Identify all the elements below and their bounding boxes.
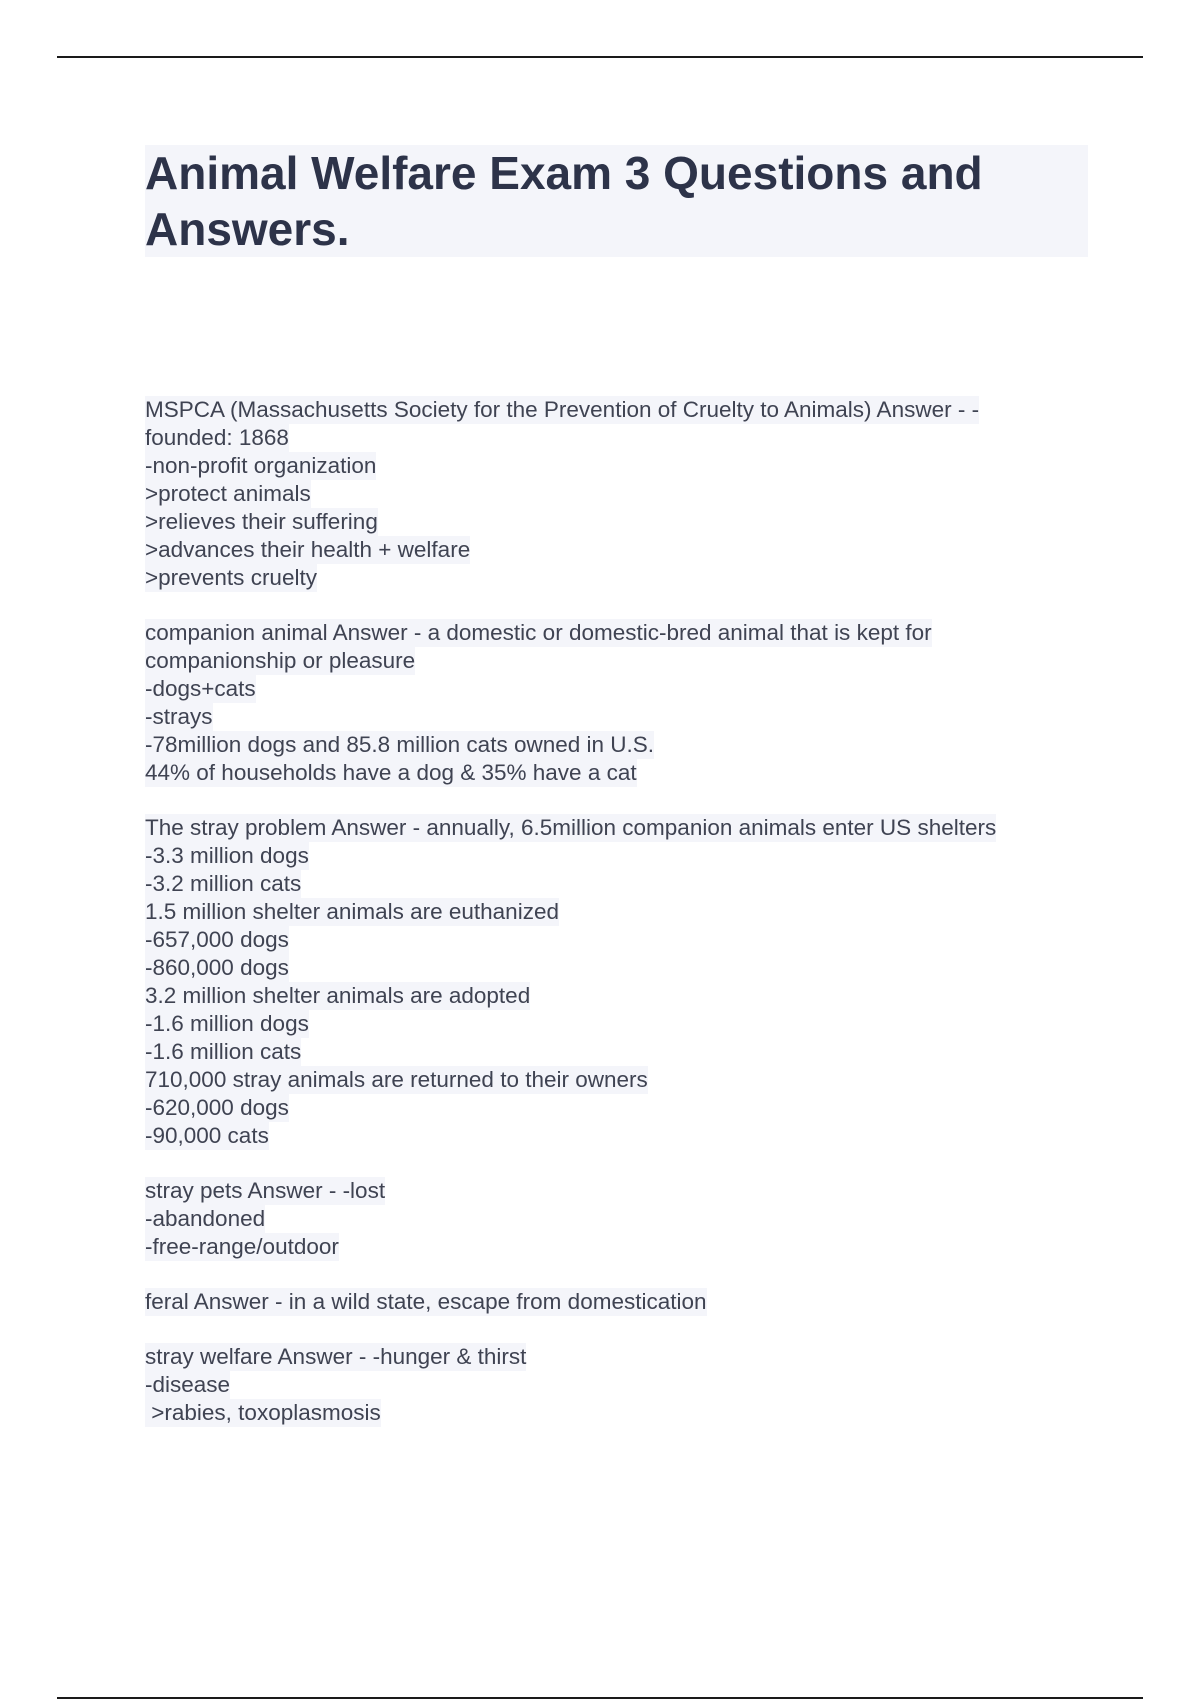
qa-line: stray pets Answer - -lost <box>145 1178 386 1203</box>
qa-line: -657,000 dogs <box>145 927 289 952</box>
qa-line: -3.3 million dogs <box>145 843 309 868</box>
qa-line: 710,000 stray animals are returned to their owners <box>145 1067 648 1092</box>
qa-item-stray-pets <box>145 1177 1095 1261</box>
qa-line: -90,000 cats <box>145 1123 269 1148</box>
qa-line: companion animal Answer - a domestic or domestic-bred animal that is kept for <box>145 620 932 645</box>
qa-line: companionship or pleasure <box>145 648 416 673</box>
qa-item-mspca <box>145 396 1095 592</box>
qa-item-companion-animal <box>145 619 1095 787</box>
qa-line: stray welfare Answer - -hunger & thirst <box>145 1344 527 1369</box>
qa-line: -abandoned <box>145 1206 266 1231</box>
title-block <box>145 145 1088 257</box>
qa-line: -free-range/outdoor <box>145 1234 339 1259</box>
qa-line: -860,000 dogs <box>145 955 289 980</box>
qa-line: -non-profit organization <box>145 453 377 478</box>
qa-line: -1.6 million dogs <box>145 1011 309 1036</box>
qa-line: 1.5 million shelter animals are euthanized <box>145 899 559 924</box>
qa-line: 3.2 million shelter animals are adopted <box>145 983 531 1008</box>
qa-item-stray-welfare <box>145 1343 1095 1427</box>
qa-line: >relieves their suffering <box>145 509 378 534</box>
qa-line: -disease <box>145 1372 231 1397</box>
qa-line: 44% of households have a dog & 35% have a cat <box>145 760 637 785</box>
qa-content <box>145 396 1095 1454</box>
qa-line: >advances their health + welfare <box>145 537 471 562</box>
qa-line: feral Answer - in a wild state, escape from domestication <box>145 1289 707 1314</box>
header-rule <box>57 56 1143 58</box>
qa-line: -620,000 dogs <box>145 1095 289 1120</box>
qa-line: -78million dogs and 85.8 million cats owned in U.S. <box>145 732 655 757</box>
qa-line: >rabies, toxoplasmosis <box>145 1400 381 1425</box>
qa-line: The stray problem Answer - annually, 6.5million companion animals enter US shelters <box>145 815 997 840</box>
qa-line: -1.6 million cats <box>145 1039 302 1064</box>
qa-line: >protect animals <box>145 481 311 506</box>
qa-line: -3.2 million cats <box>145 871 302 896</box>
qa-line: >prevents cruelty <box>145 565 317 590</box>
qa-line: -dogs+cats <box>145 676 256 701</box>
qa-line: MSPCA (Massachusetts Society for the Prevention of Cruelty to Animals) Answer - - <box>145 397 980 422</box>
qa-line: founded: 1868 <box>145 425 289 450</box>
qa-line: -strays <box>145 704 213 729</box>
page-title: Animal Welfare Exam 3 Questions and Answers. <box>145 147 983 255</box>
qa-item-stray-problem <box>145 814 1095 1150</box>
qa-item-feral <box>145 1288 1095 1316</box>
footer-rule <box>57 1697 1143 1699</box>
